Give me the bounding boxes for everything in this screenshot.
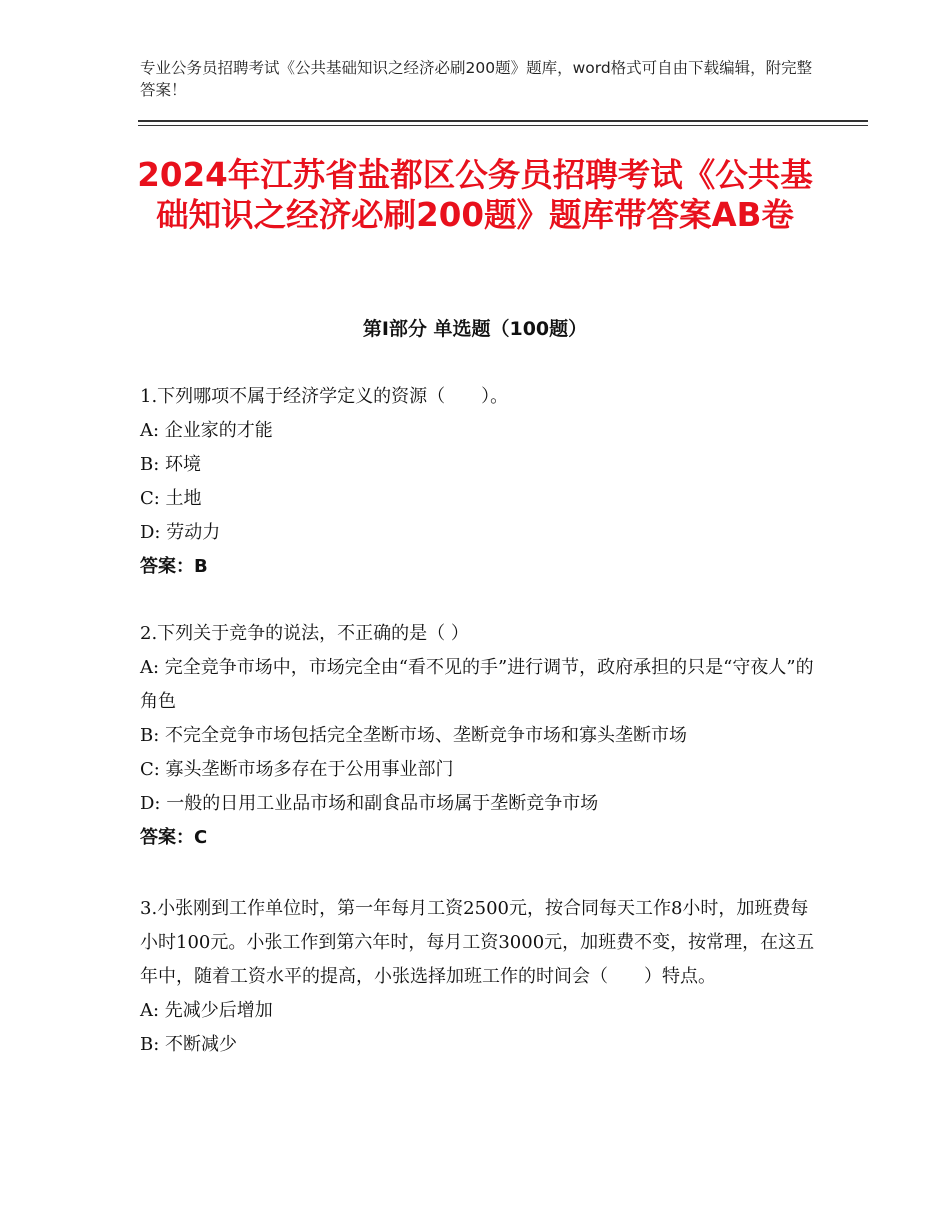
option-d: D: 一般的日用工业品市场和副食品市场属于垄断竞争市场 [140,793,599,814]
question-1 [140,380,820,584]
header-divider-thin [138,125,868,126]
answer: 答案：C [140,827,208,848]
document-title: 2024年江苏省盐都区公务员招聘考试《公共基础知识之经济必刷200题》题库带答案AB卷 [137,156,813,234]
option-a: A: 完全竞争市场中，市场完全由“看不见的手”进行调节，政府承担的只是“守夜人”的角色 [140,657,814,712]
question-stem: 1.下列哪项不属于经济学定义的资源（ ）。 [140,386,509,407]
section-title: 第I部分 单选题（100题） [362,318,588,340]
question-2 [140,617,820,855]
option-b: B: 不断减少 [140,1034,238,1055]
option-b: B: 环境 [140,454,202,475]
question-stem: 3.小张刚到工作单位时，第一年每月工资2500元，按合同每天工作8小时，加班费每小时100元。小张工作到第六年时，每月工资3000元，加班费不变，按常理，在这五年中，随着工资水平的提高，小张选择加班工作的时间会（ ）特点。 [140,898,815,987]
option-c: C: 寡头垄断市场多存在于公用事业部门 [140,759,454,780]
question-3 [140,892,820,1062]
option-a: A: 先减少后增加 [140,1000,273,1021]
option-c: C: 土地 [140,488,202,509]
option-b: B: 不完全竞争市场包括完全垄断市场、垄断竞争市场和寡头垄断市场 [140,725,688,746]
question-stem: 2.下列关于竞争的说法，不正确的是（ ） [140,623,469,644]
header-divider-thick [138,120,868,122]
header-note: 专业公务员招聘考试《公共基础知识之经济必刷200题》题库，word格式可自由下载编辑，附完整答案！ [140,59,813,99]
option-d: D: 劳动力 [140,522,221,543]
option-a: A: 企业家的才能 [140,420,273,441]
answer: 答案：B [140,556,208,577]
